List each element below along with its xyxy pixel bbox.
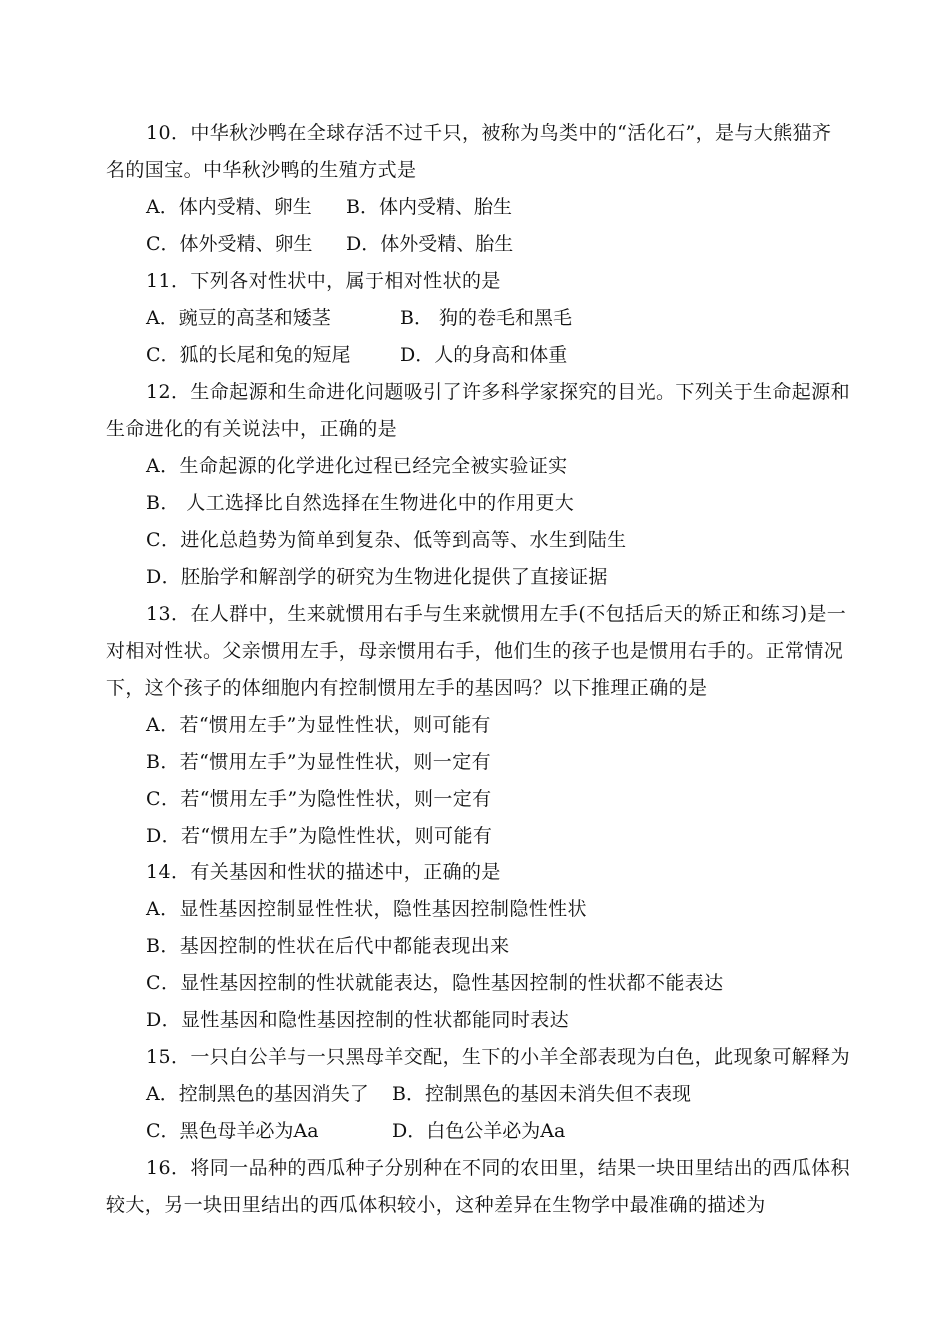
question-11-option-d: D．人的身高和体重	[400, 344, 568, 366]
question-15-option-d: D．白色公羊必为Aa	[392, 1120, 566, 1142]
question-15-stem: 15．一只白公羊与一只黑母羊交配，生下的小羊全部表现为白色，此现象可解释为	[146, 1046, 850, 1068]
question-15-options-ab	[0, 1079, 950, 1109]
question-14-option-b: B．基因控制的性状在后代中都能表现出来	[146, 935, 510, 957]
question-15-options-cd	[0, 1116, 950, 1146]
question-13-option-c: C．若“惯用左手”为隐性性状，则一定有	[146, 788, 492, 810]
question-10-option-b: B．体内受精、胎生	[346, 196, 512, 218]
question-12-option-d: D．胚胎学和解剖学的研究为生物进化提供了直接证据	[146, 566, 608, 588]
question-11-option-a: A．豌豆的高茎和矮茎	[146, 307, 331, 329]
question-13-stem-line-1: 13．在人群中，生来就惯用右手与生来就惯用左手(不包括后天的矫正和练习)是一	[146, 603, 847, 625]
question-10-options-ab	[0, 192, 950, 222]
question-11-options-cd	[0, 340, 950, 370]
question-11-option-c: C．狐的长尾和兔的短尾	[146, 344, 351, 366]
question-11-options-ab	[0, 303, 950, 333]
question-12-stem-line-1: 12．生命起源和生命进化问题吸引了许多科学家探究的目光。下列关于生命起源和	[146, 381, 850, 403]
question-12-option-c: C．进化总趋势为简单到复杂、低等到高等、水生到陆生	[146, 529, 627, 551]
question-14-option-a: A．显性基因控制显性性状，隐性基因控制隐性性状	[146, 898, 587, 920]
question-15-option-c: C．黑色母羊必为Aa	[146, 1120, 319, 1142]
question-15-option-b: B．控制黑色的基因未消失但不表现	[392, 1083, 691, 1105]
question-12-stem-line-2: 生命进化的有关说法中，正确的是	[106, 418, 398, 440]
question-10-stem-line-2: 名的国宝。中华秋沙鸭的生殖方式是	[106, 159, 417, 181]
question-13-option-a: A．若“惯用左手”为显性性状，则可能有	[146, 714, 491, 736]
question-11-option-b: B． 狗的卷毛和黑毛	[400, 307, 573, 329]
question-13-option-d: D．若“惯用左手”为隐性性状，则可能有	[146, 825, 493, 847]
question-13-option-b: B．若“惯用左手”为显性性状，则一定有	[146, 751, 491, 773]
question-11-stem: 11．下列各对性状中，属于相对性状的是	[146, 270, 501, 292]
question-14-option-d: D．显性基因和隐性基因控制的性状都能同时表达	[146, 1009, 570, 1031]
question-10-option-c: C．体外受精、卵生	[146, 233, 313, 255]
question-10-option-a: A．体内受精、卵生	[146, 196, 312, 218]
question-13-stem-line-3: 下，这个孩子的体细胞内有控制惯用左手的基因吗？以下推理正确的是	[106, 677, 708, 699]
question-16-stem-line-2: 较大，另一块田里结出的西瓜体积较小，这种差异在生物学中最准确的描述为	[106, 1194, 766, 1216]
question-10-option-d: D．体外受精、胎生	[346, 233, 514, 255]
question-13-stem-line-2: 对相对性状。父亲惯用左手，母亲惯用右手，他们生的孩子也是惯用右手的。正常情况	[106, 640, 844, 662]
question-14-option-c: C．显性基因控制的性状就能表达，隐性基因控制的性状都不能表达	[146, 972, 724, 994]
question-10-stem-line-1: 10．中华秋沙鸭在全球存活不过千只，被称为鸟类中的“活化石”，是与大熊猫齐	[146, 122, 832, 144]
question-14-stem: 14．有关基因和性状的描述中，正确的是	[146, 861, 501, 883]
question-10-options-cd	[0, 229, 950, 259]
question-15-option-a: A．控制黑色的基因消失了	[146, 1083, 369, 1105]
question-16-stem-line-1: 16．将同一品种的西瓜种子分别种在不同的农田里，结果一块田里结出的西瓜体积	[146, 1157, 850, 1179]
question-12-option-b: B． 人工选择比自然选择在生物进化中的作用更大	[146, 492, 575, 514]
question-12-option-a: A．生命起源的化学进化过程已经完全被实验证实	[146, 455, 568, 477]
